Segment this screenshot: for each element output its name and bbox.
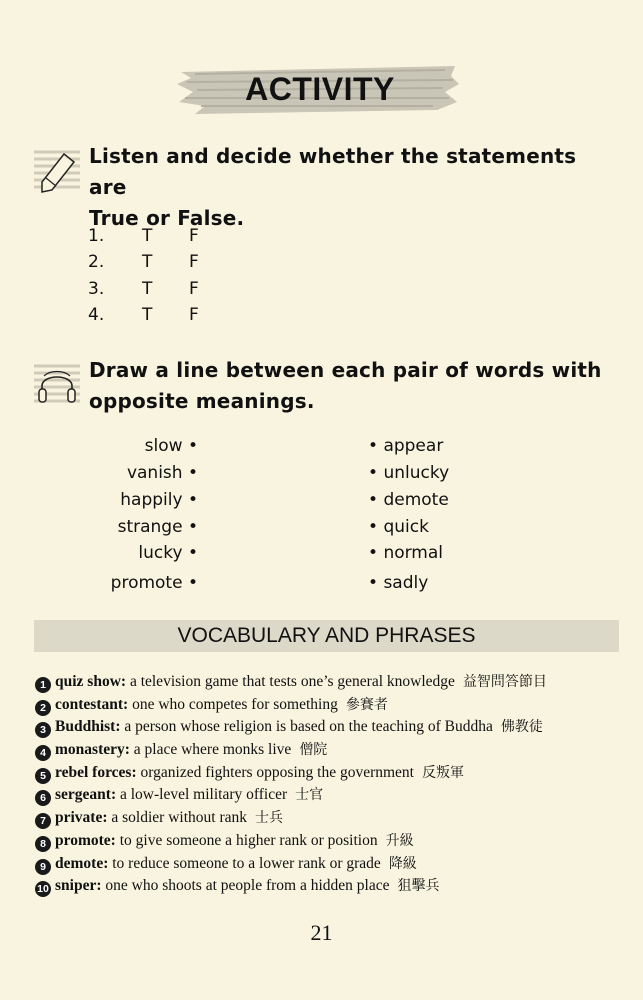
tf-number: 1.: [88, 226, 105, 246]
vocab-definition: to reduce someone to a lower rank or grade: [112, 854, 381, 872]
vocab-item: [35, 784, 635, 807]
item-number-badge: 4: [35, 745, 51, 761]
true-option: T: [142, 226, 153, 246]
vocab-translation: 反叛軍: [421, 764, 464, 781]
tf-number: 2.: [88, 252, 105, 273]
right-word[interactable]: • sadly: [368, 573, 429, 593]
vocab-item: [35, 830, 635, 853]
matching-instruction-line1: Draw a line between each pair of words with: [89, 358, 602, 382]
vocab-definition: a television game that tests one’s general knowledge: [129, 673, 455, 690]
right-word[interactable]: • demote: [368, 490, 449, 510]
vocab-translation: 士官: [295, 787, 324, 804]
vocab-item: [35, 762, 635, 785]
page-number: 21: [310, 920, 333, 945]
vocab-translation: 士兵: [255, 810, 283, 827]
vocab-item: [35, 807, 635, 830]
pencil-icon: [34, 148, 80, 194]
tf-instruction-line2: True or False.: [89, 206, 245, 230]
vocab-term: rebel forces:: [55, 763, 137, 781]
vocab-translation: 僧院: [299, 742, 328, 759]
item-number-badge: 5: [35, 768, 51, 784]
false-option: F: [189, 252, 199, 273]
vocab-term: monastery:: [55, 741, 130, 759]
item-number-badge: 10: [35, 881, 51, 897]
false-option: F: [189, 304, 199, 325]
left-word[interactable]: happily •: [120, 490, 198, 510]
true-option: T: [142, 278, 153, 299]
vocab-translation: 益智問答節目: [462, 674, 547, 690]
vocab-term: sergeant:: [55, 786, 117, 804]
item-number-badge: 7: [35, 813, 51, 829]
vocab-term: Buddhist:: [55, 718, 121, 736]
true-option: T: [142, 252, 153, 273]
vocab-item: [35, 694, 635, 717]
vocab-definition: a place where monks live: [133, 741, 292, 759]
right-word[interactable]: • normal: [368, 543, 444, 563]
vocab-definition: a soldier without rank: [111, 809, 247, 827]
vocab-term: promote:: [55, 831, 116, 849]
left-word[interactable]: vanish •: [126, 463, 198, 483]
vocab-definition: a person whose religion is based on the teaching of Buddha: [124, 718, 493, 736]
item-number-badge: 9: [35, 859, 51, 875]
matching-instruction: [89, 355, 619, 417]
vocab-definition: organized fighters opposing the government: [140, 763, 414, 781]
vocab-translation: 升級: [385, 832, 414, 849]
tf-instruction: [89, 141, 619, 234]
item-number-badge: 3: [35, 722, 51, 738]
vocab-definition: a low-level military officer: [120, 786, 288, 804]
vocab-translation: 降級: [388, 855, 417, 872]
vocab-term: demote:: [55, 854, 109, 872]
left-word[interactable]: slow •: [144, 436, 198, 456]
vocab-item: [35, 875, 635, 898]
headphones-icon: [34, 362, 80, 408]
item-number-badge: 6: [35, 790, 51, 806]
vocab-item: [35, 739, 635, 762]
vocab-term: private:: [55, 809, 108, 827]
vocab-definition: to give someone a higher rank or position: [119, 831, 378, 849]
vocab-item: [35, 671, 635, 694]
false-option: F: [189, 226, 199, 246]
vocabulary-list: [35, 671, 635, 898]
item-number-badge: 8: [35, 836, 51, 852]
vocab-item: [35, 853, 635, 876]
vocab-translation: 參賽者: [345, 696, 388, 713]
vocab-translation: 佛教徒: [500, 719, 543, 736]
right-word[interactable]: • unlucky: [368, 463, 450, 483]
left-word[interactable]: strange •: [117, 517, 198, 537]
vocab-term: sniper:: [55, 877, 102, 895]
left-word[interactable]: lucky •: [138, 543, 198, 563]
vocabulary-title: VOCABULARY AND PHRASES: [177, 624, 476, 647]
vocab-definition: one who shoots at people from a hidden place: [105, 877, 390, 895]
matching-instruction-line2: opposite meanings.: [89, 389, 315, 413]
true-option: T: [142, 304, 153, 325]
right-word[interactable]: • quick: [368, 517, 429, 537]
vocab-term: contestant:: [55, 695, 129, 713]
vocabulary-banner: [34, 620, 619, 652]
tf-number: 4.: [88, 304, 105, 325]
false-option: F: [189, 278, 199, 299]
vocab-item: [35, 716, 635, 739]
vocab-term: quiz show:: [55, 673, 127, 690]
item-number-badge: 1: [35, 677, 51, 693]
left-word[interactable]: promote •: [110, 573, 198, 593]
activity-title: ACTIVITY: [245, 71, 395, 107]
right-word[interactable]: • appear: [368, 436, 444, 456]
item-number-badge: 2: [35, 700, 51, 716]
tf-number: 3.: [88, 278, 105, 299]
vocab-definition: one who competes for something: [132, 695, 338, 713]
vocab-translation: 狙擊兵: [397, 878, 440, 895]
tf-instruction-line1: Listen and decide whether the statements are: [89, 144, 577, 199]
